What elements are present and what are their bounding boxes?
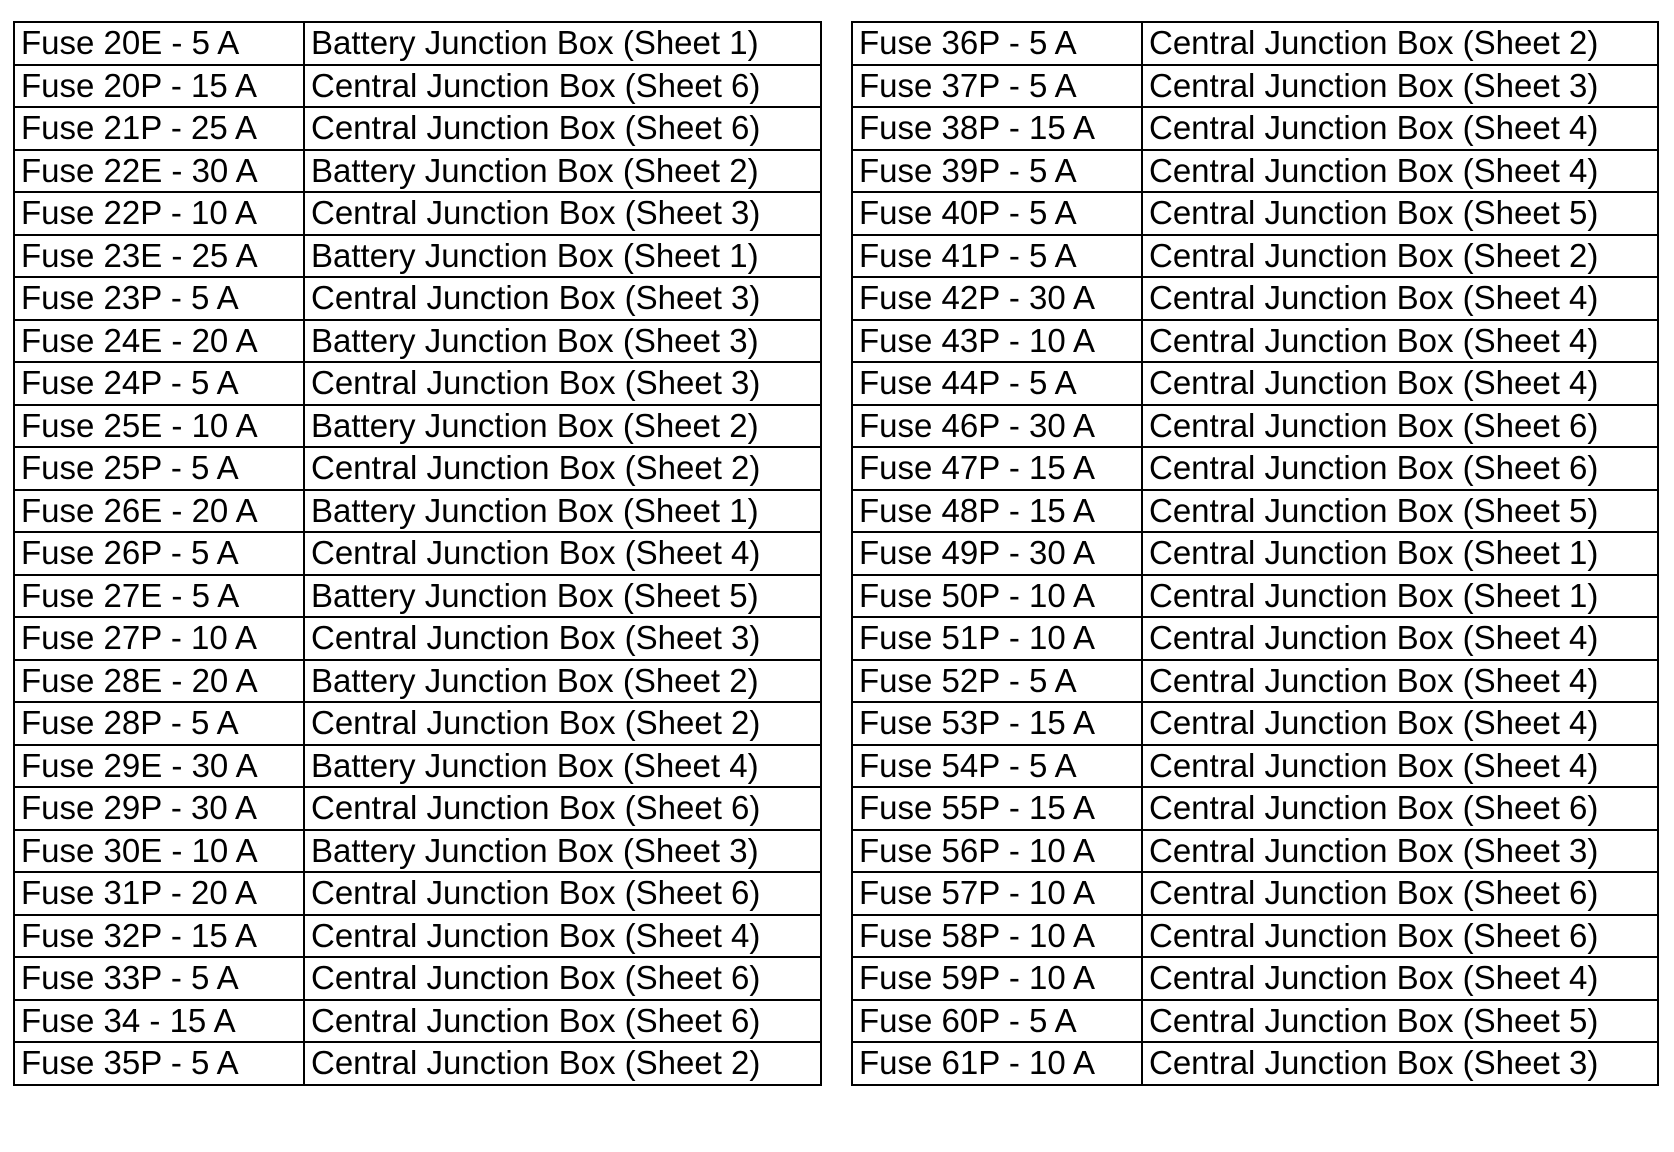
fuse-rating-cell: Fuse 28E - 20 A: [14, 660, 304, 703]
table-row: [14, 702, 821, 745]
fuse-rating-cell: Fuse 41P - 5 A: [852, 235, 1142, 278]
junction-box-location-cell: Central Junction Box (Sheet 3): [304, 277, 821, 320]
fuse-rating-cell: Fuse 26E - 20 A: [14, 490, 304, 533]
table-row: [852, 1000, 1658, 1043]
table-row: [852, 65, 1658, 108]
fuse-rating-cell: Fuse 48P - 15 A: [852, 490, 1142, 533]
table-row: [852, 22, 1658, 65]
junction-box-location-cell: Battery Junction Box (Sheet 3): [304, 830, 821, 873]
fuse-rating-cell: Fuse 22E - 30 A: [14, 150, 304, 193]
fuse-rating-cell: Fuse 29P - 30 A: [14, 787, 304, 830]
table-row: [14, 1000, 821, 1043]
junction-box-location-cell: Battery Junction Box (Sheet 3): [304, 320, 821, 363]
table-row: [852, 830, 1658, 873]
table-row: [14, 405, 821, 448]
table-row: [852, 277, 1658, 320]
junction-box-location-cell: Central Junction Box (Sheet 4): [1142, 107, 1658, 150]
table-row: [852, 362, 1658, 405]
junction-box-location-cell: Battery Junction Box (Sheet 5): [304, 575, 821, 618]
junction-box-location-cell: Central Junction Box (Sheet 2): [1142, 235, 1658, 278]
junction-box-location-cell: Central Junction Box (Sheet 6): [1142, 787, 1658, 830]
fuse-rating-cell: Fuse 55P - 15 A: [852, 787, 1142, 830]
fuse-rating-cell: Fuse 31P - 20 A: [14, 872, 304, 915]
table-row: [852, 957, 1658, 1000]
junction-box-location-cell: Battery Junction Box (Sheet 2): [304, 405, 821, 448]
fuse-rating-cell: Fuse 22P - 10 A: [14, 192, 304, 235]
table-row: [14, 745, 821, 788]
junction-box-location-cell: Central Junction Box (Sheet 1): [1142, 575, 1658, 618]
table-row: [14, 192, 821, 235]
fuse-rating-cell: Fuse 50P - 10 A: [852, 575, 1142, 618]
junction-box-location-cell: Central Junction Box (Sheet 6): [304, 787, 821, 830]
fuse-rating-cell: Fuse 25P - 5 A: [14, 447, 304, 490]
table-row: [14, 447, 821, 490]
fuse-rating-cell: Fuse 33P - 5 A: [14, 957, 304, 1000]
table-row: [852, 1042, 1658, 1085]
fuse-rating-cell: Fuse 21P - 25 A: [14, 107, 304, 150]
fuse-rating-cell: Fuse 54P - 5 A: [852, 745, 1142, 788]
fuse-rating-cell: Fuse 28P - 5 A: [14, 702, 304, 745]
junction-box-location-cell: Central Junction Box (Sheet 4): [1142, 617, 1658, 660]
fuse-rating-cell: Fuse 37P - 5 A: [852, 65, 1142, 108]
junction-box-location-cell: Battery Junction Box (Sheet 4): [304, 745, 821, 788]
junction-box-location-cell: Central Junction Box (Sheet 6): [1142, 447, 1658, 490]
table-row: [852, 575, 1658, 618]
junction-box-location-cell: Central Junction Box (Sheet 2): [304, 702, 821, 745]
junction-box-location-cell: Central Junction Box (Sheet 6): [1142, 872, 1658, 915]
fuse-rating-cell: Fuse 52P - 5 A: [852, 660, 1142, 703]
junction-box-location-cell: Central Junction Box (Sheet 2): [304, 1042, 821, 1085]
junction-box-location-cell: Central Junction Box (Sheet 3): [1142, 1042, 1658, 1085]
table-row: [14, 787, 821, 830]
table-row: [852, 405, 1658, 448]
fuse-table-right: [851, 21, 1659, 1086]
table-row: [852, 192, 1658, 235]
junction-box-location-cell: Central Junction Box (Sheet 6): [304, 872, 821, 915]
table-row: [14, 22, 821, 65]
junction-box-location-cell: Central Junction Box (Sheet 6): [1142, 405, 1658, 448]
fuse-rating-cell: Fuse 27P - 10 A: [14, 617, 304, 660]
table-row: [852, 745, 1658, 788]
junction-box-location-cell: Central Junction Box (Sheet 4): [1142, 957, 1658, 1000]
junction-box-location-cell: Central Junction Box (Sheet 5): [1142, 490, 1658, 533]
junction-box-location-cell: Central Junction Box (Sheet 4): [1142, 362, 1658, 405]
fuse-rating-cell: Fuse 35P - 5 A: [14, 1042, 304, 1085]
table-row: [14, 957, 821, 1000]
fuse-rating-cell: Fuse 36P - 5 A: [852, 22, 1142, 65]
junction-box-location-cell: Central Junction Box (Sheet 5): [1142, 1000, 1658, 1043]
fuse-rating-cell: Fuse 27E - 5 A: [14, 575, 304, 618]
fuse-table-left: [13, 21, 822, 1086]
fuse-rating-cell: Fuse 25E - 10 A: [14, 405, 304, 448]
junction-box-location-cell: Battery Junction Box (Sheet 1): [304, 22, 821, 65]
fuse-rating-cell: Fuse 26P - 5 A: [14, 532, 304, 575]
table-row: [852, 617, 1658, 660]
junction-box-location-cell: Battery Junction Box (Sheet 1): [304, 235, 821, 278]
table-row: [852, 787, 1658, 830]
junction-box-location-cell: Central Junction Box (Sheet 4): [304, 915, 821, 958]
junction-box-location-cell: Central Junction Box (Sheet 1): [1142, 532, 1658, 575]
table-row: [852, 532, 1658, 575]
junction-box-location-cell: Central Junction Box (Sheet 2): [304, 447, 821, 490]
fuse-rating-cell: Fuse 24P - 5 A: [14, 362, 304, 405]
fuse-rating-cell: Fuse 23E - 25 A: [14, 235, 304, 278]
table-row: [14, 235, 821, 278]
junction-box-location-cell: Battery Junction Box (Sheet 2): [304, 660, 821, 703]
fuse-rating-cell: Fuse 53P - 15 A: [852, 702, 1142, 745]
fuse-rating-cell: Fuse 60P - 5 A: [852, 1000, 1142, 1043]
junction-box-location-cell: Central Junction Box (Sheet 4): [1142, 277, 1658, 320]
junction-box-location-cell: Central Junction Box (Sheet 5): [1142, 192, 1658, 235]
junction-box-location-cell: Central Junction Box (Sheet 4): [1142, 320, 1658, 363]
junction-box-location-cell: Central Junction Box (Sheet 6): [304, 65, 821, 108]
fuse-rating-cell: Fuse 20E - 5 A: [14, 22, 304, 65]
table-row: [852, 447, 1658, 490]
fuse-rating-cell: Fuse 40P - 5 A: [852, 192, 1142, 235]
fuse-rating-cell: Fuse 56P - 10 A: [852, 830, 1142, 873]
junction-box-location-cell: Central Junction Box (Sheet 4): [1142, 150, 1658, 193]
junction-box-location-cell: Central Junction Box (Sheet 3): [304, 617, 821, 660]
junction-box-location-cell: Battery Junction Box (Sheet 1): [304, 490, 821, 533]
fuse-rating-cell: Fuse 47P - 15 A: [852, 447, 1142, 490]
junction-box-location-cell: Central Junction Box (Sheet 3): [304, 192, 821, 235]
table-row: [852, 915, 1658, 958]
table-row: [14, 320, 821, 363]
table-row: [852, 660, 1658, 703]
table-row: [14, 872, 821, 915]
table-row: [14, 915, 821, 958]
table-row: [14, 830, 821, 873]
table-row: [14, 65, 821, 108]
fuse-rating-cell: Fuse 51P - 10 A: [852, 617, 1142, 660]
junction-box-location-cell: Central Junction Box (Sheet 4): [1142, 660, 1658, 703]
fuse-rating-cell: Fuse 46P - 30 A: [852, 405, 1142, 448]
fuse-rating-cell: Fuse 61P - 10 A: [852, 1042, 1142, 1085]
table-row: [14, 617, 821, 660]
table-row: [14, 107, 821, 150]
junction-box-location-cell: Central Junction Box (Sheet 3): [1142, 65, 1658, 108]
junction-box-location-cell: Central Junction Box (Sheet 2): [1142, 22, 1658, 65]
table-row: [14, 660, 821, 703]
fuse-rating-cell: Fuse 23P - 5 A: [14, 277, 304, 320]
junction-box-location-cell: Central Junction Box (Sheet 3): [304, 362, 821, 405]
table-row: [14, 277, 821, 320]
fuse-rating-cell: Fuse 59P - 10 A: [852, 957, 1142, 1000]
junction-box-location-cell: Central Junction Box (Sheet 4): [1142, 702, 1658, 745]
fuse-table-right-body: [852, 22, 1658, 1085]
fuse-table-left-body: [14, 22, 821, 1085]
table-row: [852, 235, 1658, 278]
table-row: [852, 872, 1658, 915]
junction-box-location-cell: Central Junction Box (Sheet 6): [304, 1000, 821, 1043]
junction-box-location-cell: Battery Junction Box (Sheet 2): [304, 150, 821, 193]
junction-box-location-cell: Central Junction Box (Sheet 4): [304, 532, 821, 575]
junction-box-location-cell: Central Junction Box (Sheet 6): [304, 957, 821, 1000]
fuse-rating-cell: Fuse 34 - 15 A: [14, 1000, 304, 1043]
table-row: [14, 575, 821, 618]
table-row: [852, 150, 1658, 193]
fuse-rating-cell: Fuse 44P - 5 A: [852, 362, 1142, 405]
table-row: [14, 1042, 821, 1085]
table-row: [852, 490, 1658, 533]
fuse-rating-cell: Fuse 20P - 15 A: [14, 65, 304, 108]
junction-box-location-cell: Central Junction Box (Sheet 6): [1142, 915, 1658, 958]
fuse-rating-cell: Fuse 38P - 15 A: [852, 107, 1142, 150]
junction-box-location-cell: Central Junction Box (Sheet 6): [304, 107, 821, 150]
table-row: [14, 490, 821, 533]
fuse-rating-cell: Fuse 58P - 10 A: [852, 915, 1142, 958]
fuse-rating-cell: Fuse 24E - 20 A: [14, 320, 304, 363]
table-row: [14, 150, 821, 193]
table-row: [14, 362, 821, 405]
fuse-rating-cell: Fuse 43P - 10 A: [852, 320, 1142, 363]
fuse-rating-cell: Fuse 29E - 30 A: [14, 745, 304, 788]
fuse-rating-cell: Fuse 49P - 30 A: [852, 532, 1142, 575]
table-row: [852, 107, 1658, 150]
fuse-rating-cell: Fuse 42P - 30 A: [852, 277, 1142, 320]
junction-box-location-cell: Central Junction Box (Sheet 4): [1142, 745, 1658, 788]
table-row: [852, 702, 1658, 745]
junction-box-location-cell: Central Junction Box (Sheet 3): [1142, 830, 1658, 873]
fuse-rating-cell: Fuse 32P - 15 A: [14, 915, 304, 958]
table-row: [852, 320, 1658, 363]
fuse-rating-cell: Fuse 30E - 10 A: [14, 830, 304, 873]
fuse-rating-cell: Fuse 57P - 10 A: [852, 872, 1142, 915]
fuse-rating-cell: Fuse 39P - 5 A: [852, 150, 1142, 193]
table-row: [14, 532, 821, 575]
